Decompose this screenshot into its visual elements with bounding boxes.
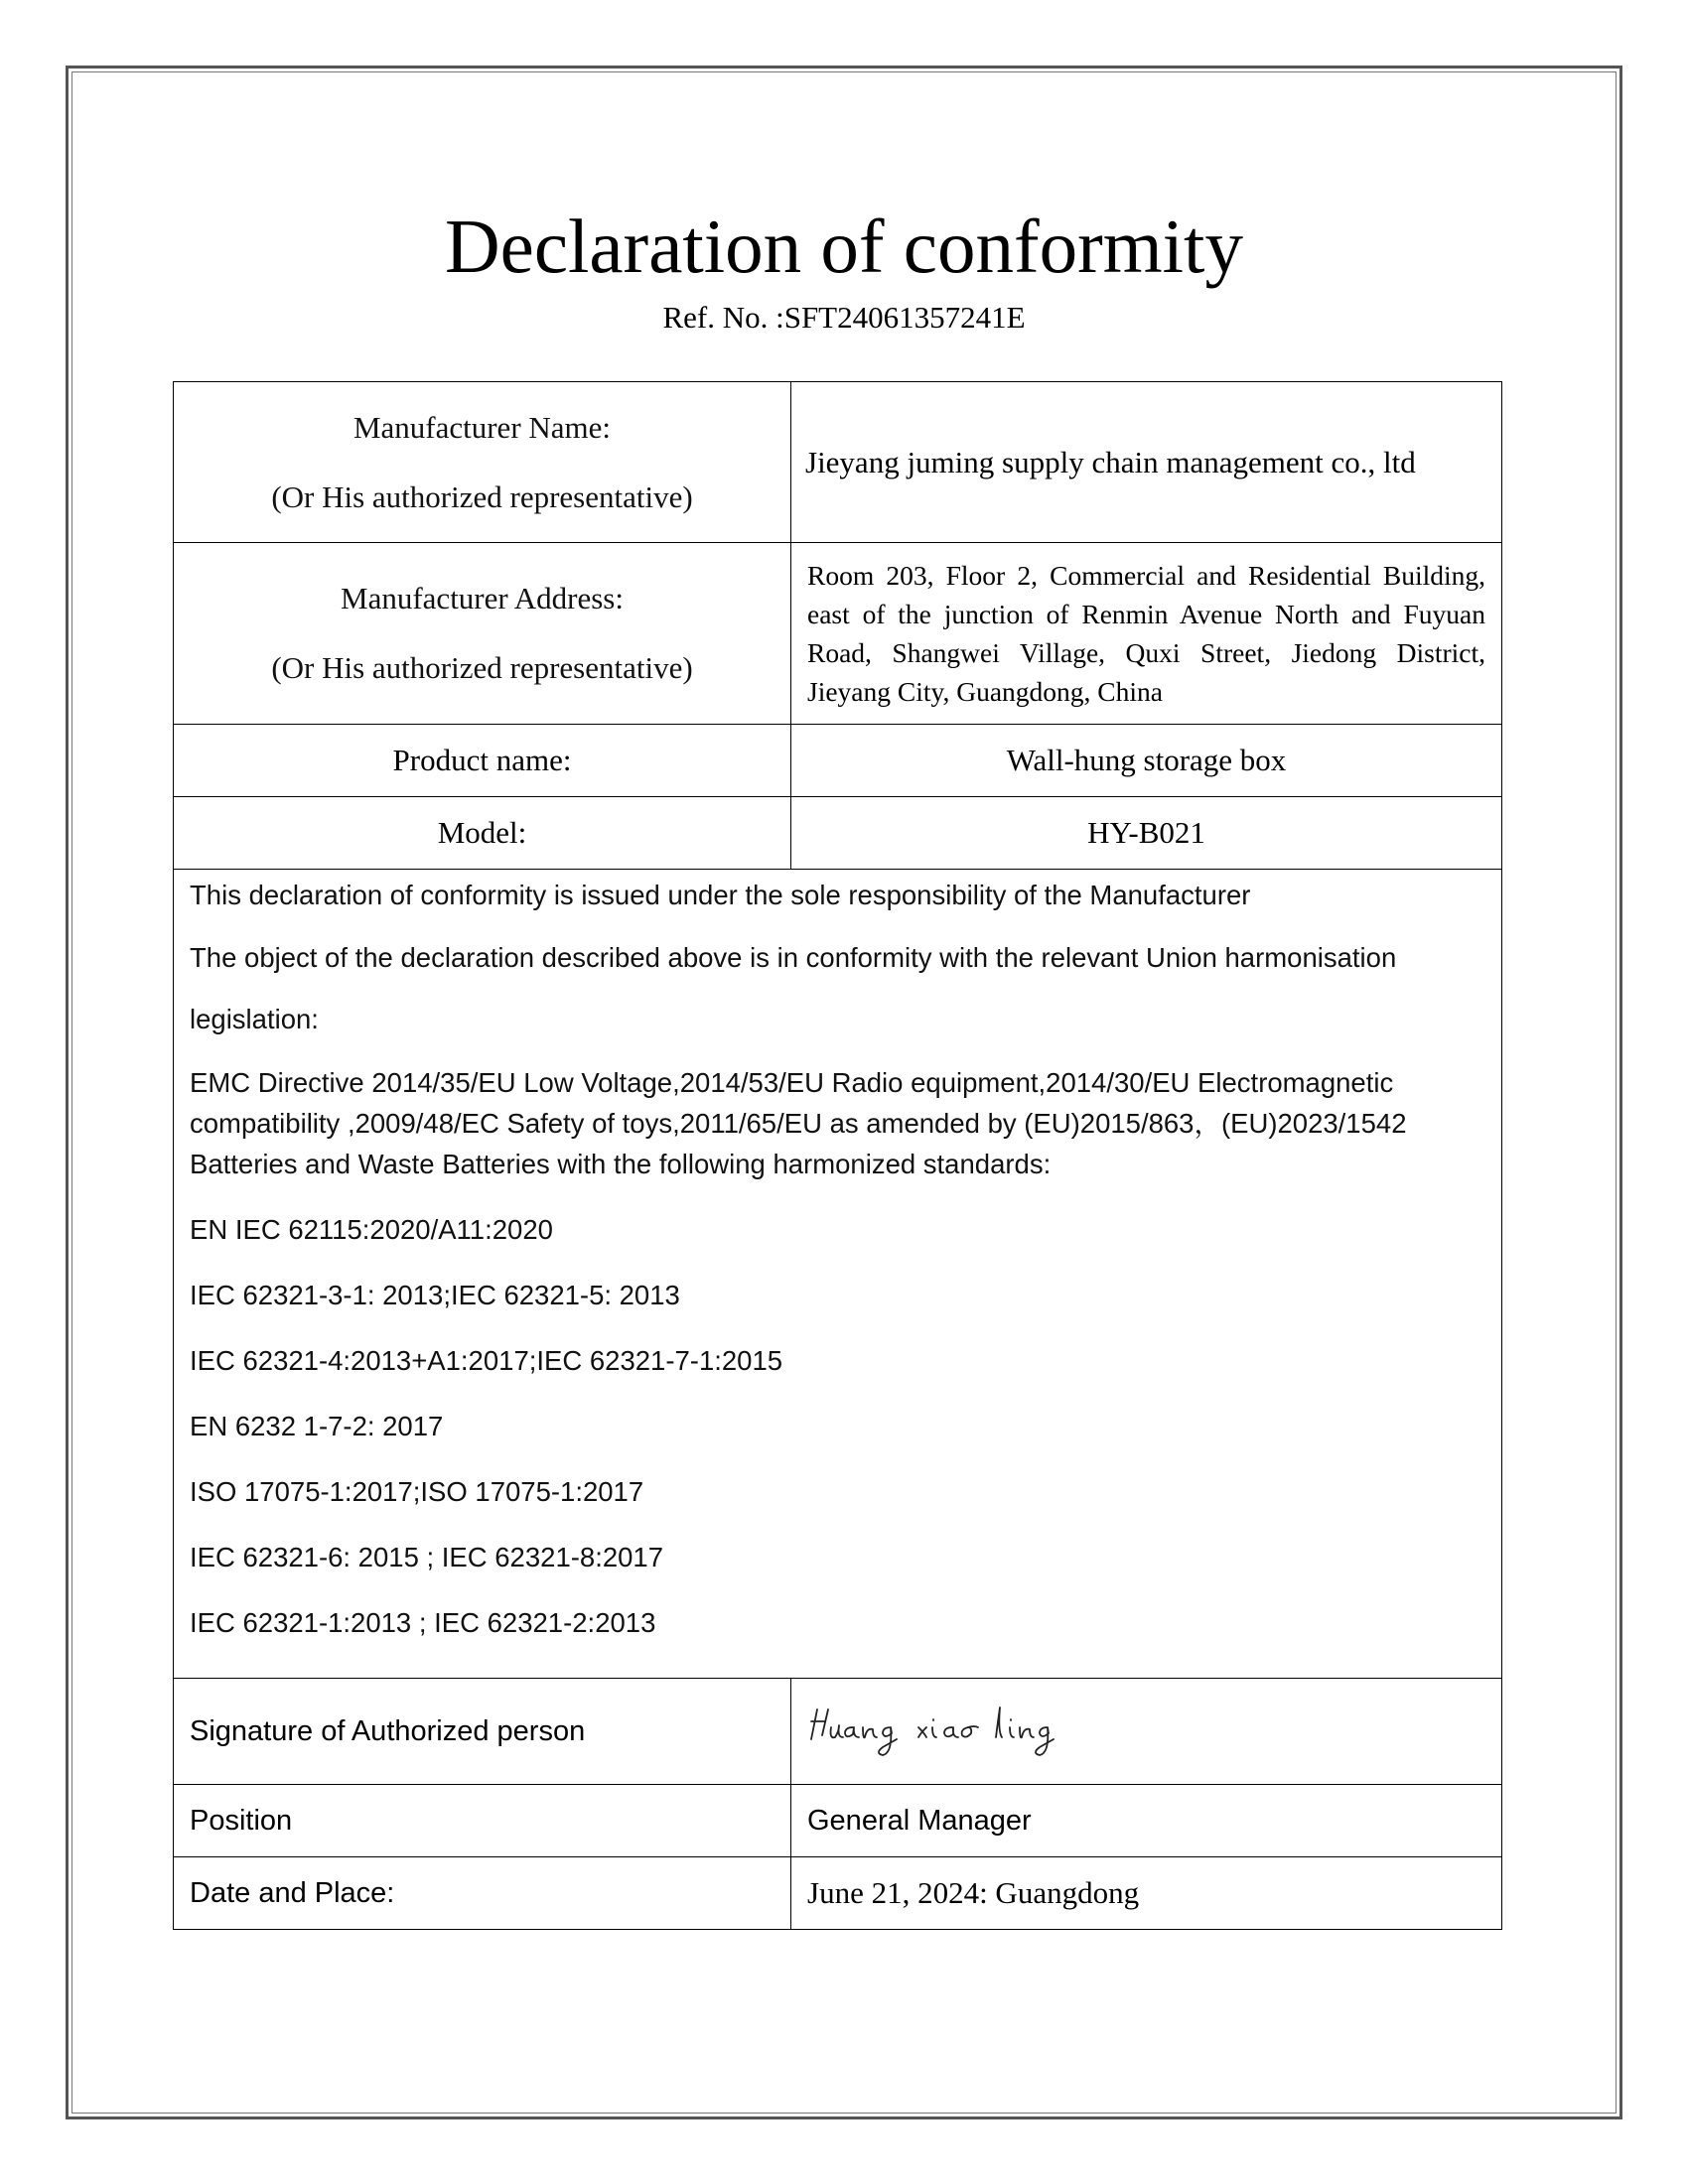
model-value: HY-B021	[791, 797, 1502, 870]
standard-item: ISO 17075-1:2017;ISO 17075-1:2017	[190, 1476, 644, 1507]
standard-item: IEC 62321-4:2013+A1:2017;IEC 62321-7-1:2015	[190, 1345, 783, 1376]
declaration-conformity-text: The object of the declaration described above is in conformity with the relevant Union harmonisation	[190, 942, 1397, 973]
date-place-value: June 21, 2024: Guangdong	[791, 1857, 1502, 1930]
date-place-row	[174, 1857, 1502, 1930]
manufacturer-name-label-cell	[174, 382, 791, 543]
position-row	[174, 1785, 1502, 1857]
manufacturer-address-label-cell	[174, 543, 791, 725]
manufacturer-address-sublabel: (Or His authorized representative)	[271, 650, 693, 685]
signature-label: Signature of Authorized person	[174, 1679, 791, 1785]
position-label: Position	[174, 1785, 791, 1857]
standard-item: IEC 62321-6: 2015 ; IEC 62321-8:2017	[190, 1542, 664, 1572]
declaration-responsibility-text: This declaration of conformity is issued under the sole responsibility of the Manufacturer	[190, 880, 1251, 910]
declaration-legislation-label: legislation:	[190, 1004, 319, 1034]
manufacturer-name-label: Manufacturer Name:	[352, 409, 612, 445]
product-name-value: Wall-hung storage box	[791, 725, 1502, 797]
declaration-row	[174, 870, 1502, 1679]
manufacturer-address-label: Manufacturer Address:	[341, 581, 624, 615]
handwritten-signature	[807, 1702, 1125, 1761]
manufacturer-address-row	[174, 543, 1502, 725]
standard-item: EN IEC 62115:2020/A11:2020	[190, 1214, 553, 1245]
standard-item: EN 6232 1-7-2: 2017	[190, 1411, 444, 1441]
position-value: General Manager	[791, 1785, 1502, 1857]
standard-item: IEC 62321-1:2013 ; IEC 62321-2:2013	[190, 1607, 656, 1638]
product-name-label: Product name:	[174, 725, 791, 797]
declaration-text-cell	[174, 870, 1502, 1679]
document-title: Declaration of conformity	[445, 204, 1243, 289]
signature-row	[174, 1679, 1502, 1785]
date-place-label: Date and Place:	[174, 1857, 791, 1930]
standard-item: IEC 62321-3-1: 2013;IEC 62321-5: 2013	[190, 1280, 680, 1310]
standards-list	[190, 1197, 1485, 1656]
manufacturer-name-value: Jieyang juming supply chain management co., ltd	[791, 382, 1502, 543]
reference-number: Ref. No. :SFT24061357241E	[662, 300, 1026, 335]
manufacturer-address-value: Room 203, Floor 2, Commercial and Residential Building, east of the junction of Renmin Avenue North and Fuyuan Road, Shangwei Village, Quxi Street, Jiedong District, Jieyang City, Guangdong, China	[791, 543, 1502, 725]
model-row	[174, 797, 1502, 870]
signature-cell	[791, 1679, 1502, 1785]
product-name-row	[174, 725, 1502, 797]
manufacturer-name-sublabel: (Or His authorized representative)	[271, 478, 693, 514]
model-label: Model:	[174, 797, 791, 870]
declaration-directives-text: EMC Directive 2014/35/EU Low Voltage,2014/53/EU Radio equipment,2014/30/EU Electromagnetic compatibility ,2009/48/EC Safety of toys,2011/65/EU as amended by (EU)2015/863，(EU)2023/1542 Batteries and Waste Batteries with the following harmonized standards:	[190, 1067, 1407, 1179]
manufacturer-name-row	[174, 382, 1502, 543]
declaration-table	[173, 381, 1502, 1930]
